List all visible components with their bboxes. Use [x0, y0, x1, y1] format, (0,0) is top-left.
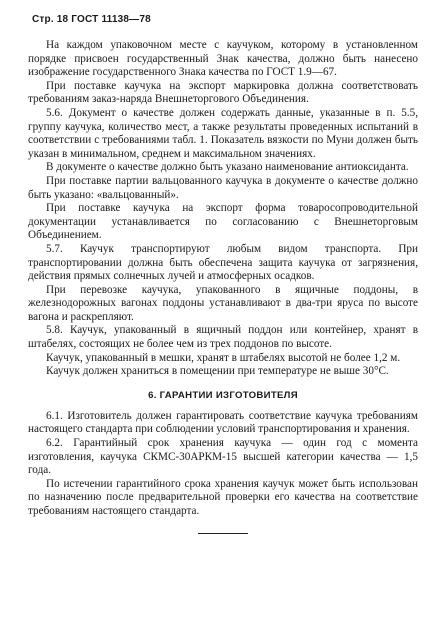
- paragraph-6-2-warranty-period: 6.2. Гарантийный срок хранения каучука — один год с момента изготовления, каучука СКМС-30АРКМ-15 высшей категории качества — 1,5 года.: [28, 437, 418, 477]
- body-before-section: [28, 39, 418, 379]
- paragraph-after-warranty: По истечении гарантийного срока хранения каучук может быть использован по назначению после предварительной проверки его качества на соответствие требованиям настоящего стандарта.: [28, 477, 418, 517]
- closing-rule: [198, 533, 248, 534]
- paragraph-railway-wagons: При перевозке каучука, упакованного в ящичные поддоны, в железнодорожных вагонах поддоны устанавливают в два-три яруса по высоте вагона и раскрепляют.: [28, 283, 418, 323]
- paragraph-storage-temperature: Каучук должен храниться в помещении при температуре не выше 30°С.: [46, 365, 389, 378]
- paragraph-export-documentation: При поставке каучука на экспорт форма товаросопроводительной документации устанавливается по согласованию с Внешнеторговым Объединением.: [28, 202, 418, 242]
- paragraph-marking-quality-mark: На каждом упаковочном месте с каучуком, которому в установленном порядке присвоен государственный Знак качества, должно быть нанесено изображение государственного Знака качества по ГОСТ 1.9—67.: [28, 39, 418, 79]
- page-header: Стр. 18 ГОСТ 11138—78: [32, 14, 151, 25]
- paragraph-5-8-storage: 5.8. Каучук, упакованный в ящичный поддон или контейнер, хранят в штабелях, состоящих не более чем из трех поддонов по высоте.: [28, 324, 418, 351]
- paragraph-5-7-transport: 5.7. Каучук транспортируют любым видом транспорта. При транспортировании должна быть обеспечена защита каучука от загрязнения, действия прямых солнечных лучей и атмосферных осадков.: [28, 242, 418, 283]
- paragraph-antioxidant: В документе о качестве должно быть указано наименование антиоксиданта.: [46, 161, 409, 174]
- body-after-section: [28, 410, 418, 519]
- paragraph-5-6-quality-document: 5.6. Документ о качестве должен содержать данные, указанные в п. 5.5, группу каучука, количество мест, а также результаты проведенных испытаний в соответствии с требованиями табл. 1. Показатель вязкости по Муни должен быть указан в минимальном, среднем и максимальном значениях.: [28, 106, 418, 160]
- paragraph-export-marking: При поставке каучука на экспорт маркировка должна соответствовать требованиям заказ-наряда Внешнеторгового Объединения.: [28, 79, 418, 106]
- section-title: 6. ГАРАНТИИ ИЗГОТОВИТЕЛЯ: [148, 389, 298, 401]
- paragraph-6-1-guarantee: 6.1. Изготовитель должен гарантировать соответствие каучука требованиям настоящего стандарта при соблюдении условий транспортирования и хранения.: [28, 409, 418, 436]
- document-page: [28, 14, 418, 534]
- paragraph-rolled-rubber: При поставке партии вальцованного каучука в документе о качестве должно быть указано: «вальцованный».: [28, 174, 418, 201]
- paragraph-bag-storage: Каучук, упакованный в мешки, хранят в штабелях высотой не более 1,2 м.: [46, 351, 401, 364]
